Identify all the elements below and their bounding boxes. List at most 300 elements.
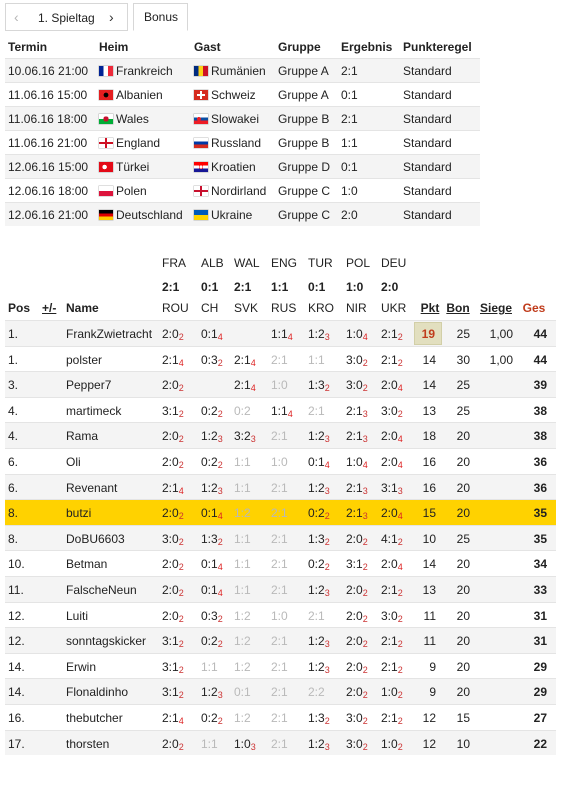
tip-points: 2 (217, 357, 223, 368)
tip-score: 0:2 (308, 506, 325, 521)
tip-score: 0:2 (201, 710, 218, 725)
tip-score: 0:3 (201, 352, 218, 367)
slovakia-flag-icon (194, 114, 208, 124)
match-away (194, 160, 256, 174)
col-ges: Ges (522, 301, 546, 315)
match-rule: Standard (403, 184, 452, 198)
home-code: TUR (308, 256, 333, 270)
rank-position: 1. (8, 327, 19, 341)
total-value: 29 (533, 685, 547, 700)
tip-cell (381, 455, 403, 469)
tip-cell (201, 711, 223, 725)
match-date: 10.06.16 21:00 (8, 64, 89, 78)
player-name[interactable]: butzi (66, 506, 92, 521)
tip-score: 0:1 (234, 685, 251, 700)
tip-score: 2:1 (271, 634, 288, 649)
tip-score: 2:1 (381, 352, 398, 367)
tip-points: 2 (362, 664, 368, 675)
tip-points: 2 (178, 639, 184, 650)
match-rule: Standard (403, 208, 452, 222)
col-termin: Termin (8, 40, 48, 54)
tip-score: 0:1 (201, 557, 218, 572)
tip-points: 2 (397, 664, 403, 675)
tip-score: 2:1 (271, 710, 288, 725)
points-value: 12 (422, 710, 436, 725)
tip-score: 2:1 (271, 557, 288, 572)
rank-position: 4. (8, 403, 19, 418)
total-value: 31 (533, 634, 547, 649)
col-siege-sort[interactable]: Siege (479, 301, 512, 315)
match-rule: Standard (403, 64, 452, 78)
ranking-row[interactable] (5, 320, 556, 346)
tip-points: 3 (362, 511, 368, 522)
tip-score: 2:1 (381, 327, 398, 341)
chevron-left-icon[interactable]: ‹ (14, 9, 19, 25)
points-value: 13 (422, 582, 436, 597)
tip-cell (162, 378, 184, 392)
tip-score: 1:2 (308, 582, 325, 597)
tip-points: 3 (324, 639, 330, 650)
tip-cell (162, 634, 184, 648)
tip-cell (381, 685, 403, 699)
tip-score: 1:0 (271, 608, 288, 623)
tip-cell (271, 327, 293, 341)
col-name: Name (66, 301, 99, 315)
tip-points: 4 (324, 459, 330, 470)
ukraine-flag-icon (194, 210, 208, 220)
tip-points: 2 (178, 587, 184, 598)
tip-score: 2:1 (381, 659, 398, 674)
tip-cell (346, 327, 368, 341)
tip-cell (162, 660, 184, 674)
bonus-value: 20 (456, 685, 470, 700)
tip-score: 1:2 (234, 506, 251, 521)
player-name[interactable]: Betman (66, 557, 108, 572)
tip-score: 3:2 (234, 429, 251, 444)
tip-score: 1:2 (234, 608, 251, 623)
ranking-header-row (5, 298, 556, 320)
tip-points: 2 (362, 639, 368, 650)
tip-score: 2:0 (346, 634, 363, 649)
tip-points: 3 (217, 690, 223, 701)
tip-score: 1:2 (234, 710, 251, 725)
tip-points: 4 (287, 408, 293, 419)
chevron-right-icon[interactable]: › (109, 9, 114, 25)
tip-cell (271, 711, 288, 725)
match-row[interactable] (5, 154, 480, 178)
home-team-name: England (116, 136, 161, 150)
home-code: FRA (162, 256, 186, 270)
tip-cell (381, 506, 403, 520)
tip-score: 1:1 (271, 403, 288, 418)
ranking-row[interactable] (5, 704, 556, 730)
match-rule: Standard (403, 112, 452, 126)
match-home (99, 88, 163, 102)
tip-cell (271, 506, 288, 520)
tip-cell (234, 557, 251, 571)
tip-cell (234, 685, 251, 699)
tip-cell (381, 660, 403, 674)
away-code: UKR (381, 301, 407, 315)
tip-cell (271, 660, 288, 674)
tip-score: 1:1 (201, 659, 218, 674)
match-result-summary: 1:1 (271, 280, 289, 294)
player-name[interactable]: sonntagskicker (66, 634, 147, 649)
match-result: 2:0 (341, 208, 358, 222)
bonus-value: 20 (456, 506, 470, 521)
tip-score: 3:0 (346, 710, 363, 725)
points-value: 11 (423, 608, 436, 623)
tip-cell (346, 353, 368, 367)
tip-cell (308, 634, 330, 648)
ranking-row[interactable] (5, 653, 556, 679)
bonus-value: 20 (456, 582, 470, 597)
tip-score: 2:1 (308, 608, 325, 623)
siege-value: 1,00 (489, 327, 513, 341)
match-group: Gruppe C (278, 184, 331, 198)
tip-score: 1:0 (271, 378, 288, 393)
tip-cell (201, 455, 223, 469)
ranking-row[interactable] (5, 550, 556, 576)
total-value: 33 (533, 582, 547, 597)
away-code: SVK (234, 301, 259, 315)
player-name[interactable]: Pepper7 (66, 378, 112, 393)
tip-score: 2:1 (162, 710, 179, 725)
total-value: 36 (533, 480, 547, 495)
tip-cell (201, 583, 223, 597)
tip-cell (234, 634, 251, 648)
tip-score: 2:1 (346, 480, 363, 495)
tip-score: 0:1 (201, 582, 218, 597)
match-home (99, 208, 183, 222)
tip-points: 2 (178, 690, 184, 701)
player-name[interactable]: thorsten (66, 736, 110, 751)
tip-points: 2 (324, 383, 330, 394)
player-name[interactable]: Flonaldinho (66, 685, 129, 700)
tip-points: 2 (217, 715, 223, 726)
match-row[interactable] (5, 106, 480, 130)
col-gast: Gast (194, 40, 221, 54)
tip-score: 3:0 (381, 608, 398, 623)
tip-cell (308, 737, 330, 751)
tip-cell (234, 429, 256, 443)
ranking-row[interactable] (5, 448, 556, 474)
matchday-selector (5, 3, 128, 31)
col-bon-sort[interactable]: Bon (446, 301, 470, 315)
rank-position: 1. (8, 352, 19, 367)
tip-points: 3 (324, 587, 330, 598)
tip-score: 2:0 (162, 429, 179, 444)
tip-cell (162, 737, 184, 751)
tip-cell (308, 327, 330, 341)
tip-cell (162, 327, 184, 341)
bonus-value: 20 (456, 659, 470, 674)
match-away (194, 112, 259, 126)
tip-points: 3 (324, 741, 330, 752)
tip-cell (201, 660, 218, 674)
match-row[interactable] (5, 82, 480, 106)
tip-score: 0:1 (308, 454, 325, 469)
tip-points: 2 (178, 536, 184, 547)
match-home (99, 184, 147, 198)
tip-points: 2 (178, 434, 184, 445)
tip-cell (201, 634, 223, 648)
tip-points: 2 (178, 741, 184, 752)
tip-cell (201, 404, 223, 418)
total-value: 31 (533, 608, 547, 623)
player-name[interactable]: DoBU6603 (66, 531, 125, 546)
player-name[interactable]: Erwin (66, 659, 97, 674)
tip-cell (201, 429, 223, 443)
match-away (194, 88, 256, 102)
tip-cell (271, 429, 288, 443)
away-code: CH (201, 301, 219, 315)
tip-cell (234, 455, 251, 469)
tip-points: 4 (178, 357, 184, 368)
tab-bonus[interactable] (133, 3, 188, 31)
tip-score: 0:2 (308, 557, 325, 572)
tip-score: 2:0 (346, 685, 363, 700)
points-value: 19 (421, 327, 435, 341)
tip-score: 0:1 (201, 327, 218, 341)
tip-points: 2 (397, 690, 403, 701)
tip-points: 4 (250, 383, 256, 394)
tip-points: 3 (324, 434, 330, 445)
tip-points: 2 (178, 664, 184, 675)
match-result: 1:0 (341, 184, 358, 198)
tip-points: 2 (217, 408, 223, 419)
tip-cell (271, 609, 288, 623)
match-group: Gruppe B (278, 112, 330, 126)
tip-points: 4 (397, 434, 403, 445)
total-value: 44 (533, 352, 547, 367)
tip-score: 1:1 (234, 582, 251, 597)
tip-points: 4 (217, 511, 223, 522)
tip-points: 4 (362, 332, 368, 342)
tip-cell (271, 353, 288, 367)
ranking-row[interactable] (5, 474, 556, 500)
tip-cell (308, 711, 330, 725)
tip-score: 1:3 (308, 710, 325, 725)
tip-cell (346, 455, 368, 469)
tip-cell (346, 557, 368, 571)
tip-points: 4 (250, 357, 256, 368)
tip-score: 0:2 (201, 454, 218, 469)
tip-score: 2:0 (162, 582, 179, 597)
ranking-row[interactable] (5, 602, 556, 628)
tip-points: 2 (397, 613, 403, 624)
tip-points: 2 (178, 613, 184, 624)
romania-flag-icon (194, 66, 208, 76)
tip-cell (346, 404, 368, 418)
matchday-label[interactable]: 1. Spieltag (38, 11, 95, 25)
tip-score: 2:2 (308, 685, 325, 700)
ranking-row[interactable] (5, 678, 556, 704)
player-name[interactable]: Luiti (66, 608, 89, 623)
points-value: 10 (422, 531, 436, 546)
tip-points: 3 (362, 485, 368, 496)
tip-score: 2:1 (271, 736, 288, 751)
player-name[interactable]: Revenant (66, 480, 118, 495)
tip-score: 2:1 (271, 429, 288, 444)
player-name[interactable]: martimeck (66, 403, 122, 418)
tip-score: 3:1 (162, 634, 179, 649)
bonus-value: 15 (456, 710, 470, 725)
total-value: 38 (533, 403, 547, 418)
tip-score: 2:0 (346, 659, 363, 674)
tip-score: 2:0 (162, 327, 179, 341)
ranking-row[interactable] (5, 525, 556, 551)
tip-cell (201, 737, 218, 751)
player-name[interactable]: FalscheNeun (66, 582, 137, 597)
ranking-row[interactable] (5, 346, 556, 372)
wales-flag-icon (99, 114, 113, 124)
tip-cell (308, 378, 330, 392)
rank-position: 3. (8, 378, 19, 393)
tip-score: 3:1 (381, 480, 398, 495)
match-group: Gruppe A (278, 64, 329, 78)
bonus-value: 25 (456, 531, 470, 546)
tip-cell (346, 378, 368, 392)
tip-cell (308, 353, 325, 367)
tip-points: 3 (397, 485, 403, 496)
home-code: WAL (234, 256, 260, 270)
turkey-flag-icon (99, 162, 113, 172)
tip-cell (381, 711, 403, 725)
total-value: 34 (533, 557, 547, 572)
ranking-row[interactable] (5, 730, 556, 756)
tip-score: 0:2 (201, 403, 218, 418)
tip-cell (271, 685, 288, 699)
tip-cell (271, 634, 288, 648)
tip-cell (381, 557, 403, 571)
tip-cell (381, 609, 403, 623)
tip-cell (162, 455, 184, 469)
match-result-summary: 0:1 (201, 280, 219, 294)
points-value: 16 (422, 454, 436, 469)
ranking-row[interactable] (5, 576, 556, 602)
rank-position: 6. (8, 454, 19, 469)
tip-score: 2:0 (162, 608, 179, 623)
bonus-value: 20 (456, 480, 470, 495)
switzerland-flag-icon (194, 90, 208, 100)
ranking-row[interactable] (5, 371, 556, 397)
bonus-value: 20 (456, 634, 470, 649)
tip-cell (308, 481, 330, 495)
tip-points: 4 (397, 459, 403, 470)
tip-cell (308, 455, 330, 469)
away-code: ROU (162, 301, 189, 315)
tip-score: 1:2 (308, 659, 325, 674)
player-name[interactable]: polster (66, 352, 103, 367)
rank-position: 11. (8, 582, 24, 597)
ranking-row[interactable] (5, 627, 556, 653)
match-home (99, 112, 149, 126)
tip-points: 2 (324, 511, 330, 522)
match-away (194, 208, 252, 222)
match-group: Gruppe A (278, 88, 329, 102)
france-flag-icon (99, 66, 113, 76)
ranking-row[interactable] (5, 422, 556, 448)
tip-points: 2 (217, 536, 223, 547)
tip-points: 2 (397, 332, 403, 342)
tip-points: 4 (178, 715, 184, 726)
ranking-row[interactable] (5, 397, 556, 423)
tip-score: 2:1 (381, 582, 398, 597)
tip-score: 2:0 (381, 454, 398, 469)
home-team-name: Deutschland (116, 208, 183, 222)
away-team-name: Rumänien (211, 64, 266, 78)
match-row[interactable] (5, 202, 480, 226)
rank-position: 6. (8, 480, 19, 495)
home-team-name: Albanien (116, 88, 163, 102)
tip-cell (201, 506, 223, 520)
match-away (194, 136, 261, 150)
tip-cell (308, 609, 325, 623)
home-team-name: Frankreich (116, 64, 173, 78)
tip-points: 3 (362, 434, 368, 445)
matches-table (5, 36, 480, 226)
tip-points: 2 (397, 587, 403, 598)
match-row[interactable] (5, 178, 480, 202)
tip-points: 2 (397, 536, 403, 547)
tip-score: 1:2 (234, 659, 251, 674)
tip-points: 2 (362, 613, 368, 624)
away-code: KRO (308, 301, 335, 315)
ranking-row-current-user[interactable] (5, 499, 556, 525)
tip-score: 3:1 (162, 403, 179, 418)
tip-score: 2:1 (162, 352, 179, 367)
tip-score: 2:0 (346, 531, 363, 546)
tip-score: 1:0 (271, 454, 288, 469)
tip-score: 2:1 (346, 506, 363, 521)
match-row[interactable] (5, 58, 480, 82)
col-pkt-sort[interactable]: Pkt (420, 301, 440, 315)
tip-cell (162, 532, 184, 546)
tip-score: 1:2 (234, 634, 251, 649)
tip-points: 2 (324, 536, 330, 547)
tip-points: 2 (362, 536, 368, 547)
tip-points: 2 (397, 715, 403, 726)
tip-cell (346, 532, 368, 546)
tip-cell (201, 685, 223, 699)
player-name[interactable]: thebutcher (66, 710, 123, 725)
player-name[interactable]: Oli (66, 454, 81, 469)
tip-cell (381, 378, 403, 392)
tip-score: 1:1 (308, 352, 325, 367)
tip-points: 4 (397, 383, 403, 394)
tip-cell (162, 353, 184, 367)
player-name[interactable]: Rama (66, 429, 99, 444)
col-diff-sort[interactable]: +/- (42, 301, 57, 315)
tip-points: 2 (178, 511, 184, 522)
tip-points: 4 (217, 332, 223, 342)
tip-points: 3 (362, 408, 368, 419)
match-row[interactable] (5, 130, 480, 154)
tip-cell (346, 583, 368, 597)
tip-score: 2:1 (381, 710, 398, 725)
bonus-value: 20 (456, 557, 470, 572)
tip-score: 1:0 (381, 736, 398, 751)
player-name[interactable]: FrankZwietracht (66, 327, 153, 341)
tip-cell (381, 737, 403, 751)
total-value: 35 (533, 506, 547, 521)
match-result-summary: 0:1 (308, 280, 326, 294)
match-home (99, 136, 160, 150)
tip-score: 2:1 (234, 378, 251, 393)
england-flag-icon (99, 138, 113, 148)
tip-cell (381, 481, 403, 495)
